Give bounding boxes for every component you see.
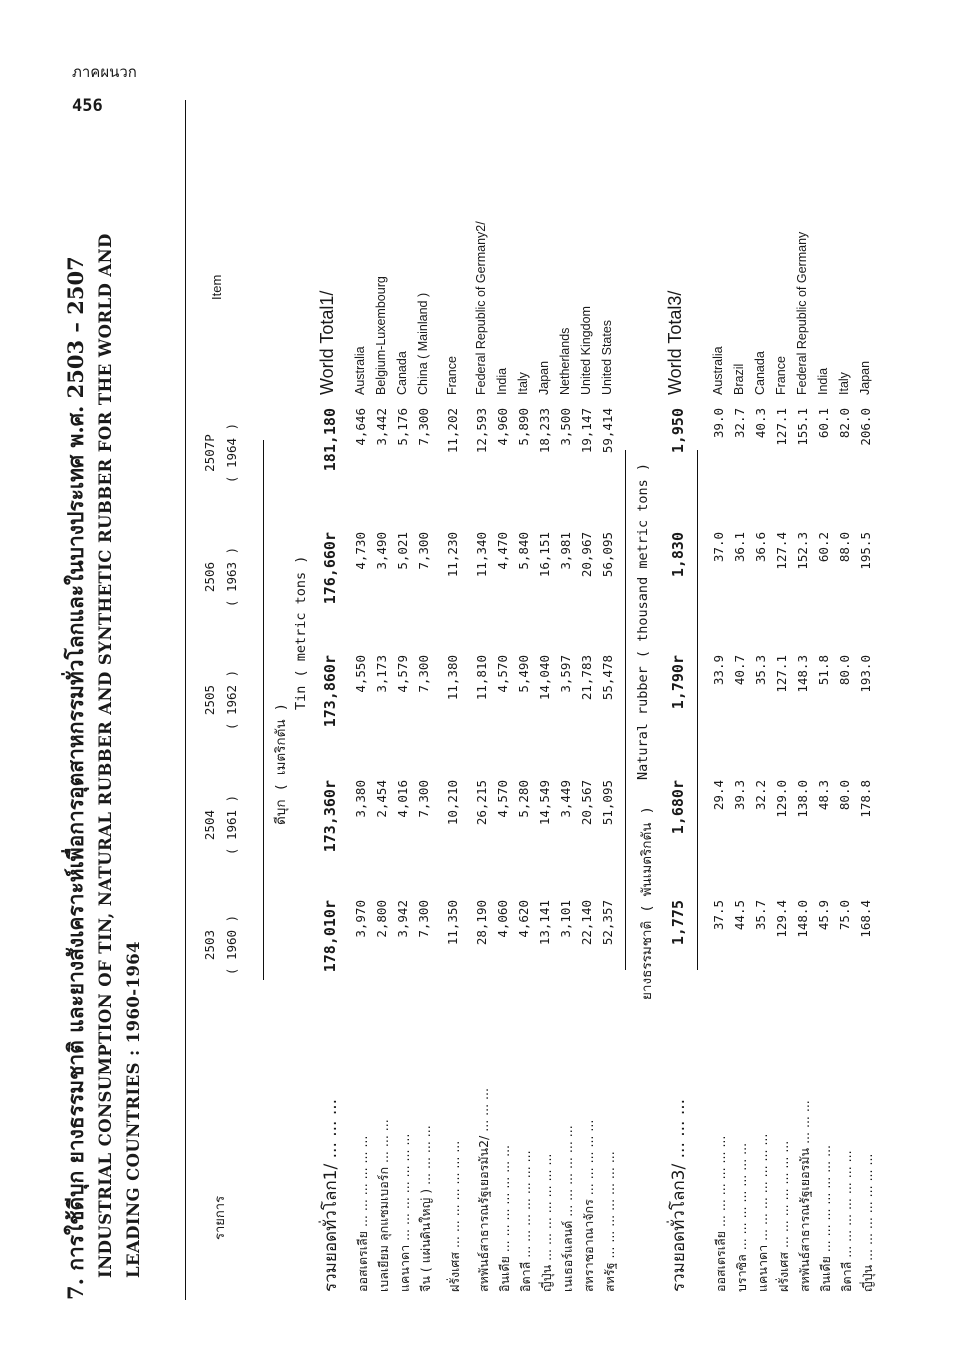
row-label-en: United States	[600, 319, 614, 395]
cell: 51.8	[816, 655, 831, 686]
row-label-en: France	[445, 356, 459, 395]
cell: 4,470	[495, 532, 510, 570]
cell: 206.0	[858, 408, 873, 446]
row-label-en: India	[816, 367, 830, 395]
cell: 3,101	[558, 900, 573, 938]
year-be: 2507P	[202, 434, 217, 472]
cell: 32.2	[753, 780, 768, 811]
cell: 4,570	[495, 780, 510, 818]
row-label-thai: สหพันธ์สาธารณรัฐเยอรมัน2/ ... ... ...	[476, 1088, 491, 1292]
tin-world-total-row	[317, 70, 343, 1300]
cell: 44.5	[732, 900, 747, 931]
cell: 2,800	[374, 900, 389, 938]
row-label-en: World Total3/	[665, 290, 685, 395]
page-number: 456	[72, 96, 103, 116]
row-label-thai: ออสเตรเลีย ... ... ... ... ... ...	[355, 1135, 370, 1292]
table-row	[730, 70, 752, 1300]
cell: 3,442	[374, 408, 389, 446]
table-row	[598, 70, 620, 1300]
cell: 11,202	[445, 408, 460, 454]
year-ad: ( 1964 )	[224, 422, 239, 484]
cell: 40.7	[732, 655, 747, 686]
cell: 3,981	[558, 532, 573, 570]
cell: 3,173	[374, 655, 389, 693]
row-label-en: Brazil	[732, 363, 746, 395]
year-ad: ( 1962 )	[224, 669, 239, 731]
row-label-thai: เบลเยียม ลุกแซมเบอร์ก ... ... ...	[376, 1119, 391, 1292]
rubber-unit-en: Natural rubber ( thousand metric tons )	[635, 463, 651, 780]
cell: 148.3	[795, 655, 810, 693]
row-label-en: Netherlands	[558, 327, 572, 395]
title-thai: 7. การใช้ดีบุก ยางธรรมชาติ และยางสังเคราะห์เพื่อการอุตสาหกรรมทั่วโลกและในบางประเทศ พ.ศ. 2503 – 2507	[63, 256, 88, 1300]
row-label-en: Australia	[711, 346, 725, 395]
table-title	[60, 100, 148, 1300]
cell: 16,151	[537, 532, 552, 578]
table-row	[835, 70, 857, 1300]
row-label-thai: อิตาลี ... ... ... ... ... ... ...	[839, 1150, 854, 1292]
cell: 4,620	[516, 900, 531, 938]
cell: 19,147	[579, 408, 594, 454]
cell: 88.0	[837, 532, 852, 563]
rubber-unit-thai: ยางธรรมชาติ ( พันเมตริกตัน )	[639, 806, 655, 1000]
year-be: 2503	[202, 929, 217, 961]
cell: 60.1	[816, 408, 831, 439]
title-english-line1: INDUSTRIAL CONSUMPTION OF TIN, NATURAL RUBBER AND SYNTHETIC RUBBER FOR THE WORLD AND	[96, 233, 115, 1278]
cell: 155.1	[795, 408, 810, 446]
year-ad: ( 1961 )	[224, 794, 239, 856]
row-label-thai: เนเธอร์แลนด์ ... ... ... ... ... ...	[560, 1125, 575, 1292]
cell: 4,016	[395, 780, 410, 818]
table-row	[535, 70, 557, 1300]
cell: 7,300	[416, 900, 431, 938]
cell: 168.4	[858, 900, 873, 938]
table-row	[493, 70, 515, 1300]
cell: 1,775	[669, 900, 687, 946]
table-row	[414, 70, 436, 1300]
cell: 56,095	[600, 532, 615, 578]
cell: 1,680r	[669, 780, 687, 835]
row-label-thai: อินเดีย ... ... ... ... ... ... ...	[818, 1144, 833, 1292]
row-label-thai: สหราชอาณาจักร ... ... ... ... ...	[581, 1119, 596, 1292]
cell: 28,190	[474, 900, 489, 946]
cell: 148.0	[795, 900, 810, 938]
cell: 12,593	[474, 408, 489, 454]
cell: 35.3	[753, 655, 768, 686]
cell: 3,597	[558, 655, 573, 693]
cell: 129.4	[774, 900, 789, 938]
cell: 173,360r	[321, 780, 339, 853]
col-header-1961	[199, 770, 243, 880]
cell: 40.3	[753, 408, 768, 439]
cell: 11,380	[445, 655, 460, 701]
cell: 2,454	[374, 780, 389, 818]
row-label-en: United Kingdom	[579, 306, 593, 395]
cell: 5,021	[395, 532, 410, 570]
row-label-thai: ฝรั่งเศส ... ... ... ... ... ... ...	[776, 1140, 791, 1292]
cell: 22,140	[579, 900, 594, 946]
cell: 75.0	[837, 900, 852, 931]
row-label-thai: แคนาดา ... ... ... ... ... ... ...	[755, 1133, 770, 1292]
cell: 33.9	[711, 655, 726, 686]
cell: 3,380	[353, 780, 368, 818]
cell: 3,970	[353, 900, 368, 938]
col-header-1963	[199, 522, 243, 632]
cell: 18,233	[537, 408, 552, 454]
cell: 173,860r	[321, 655, 339, 728]
cell: 5,840	[516, 532, 531, 570]
row-label-en: Australia	[353, 346, 367, 395]
table-row	[443, 70, 465, 1300]
tin-unit-en: Tin ( metric tons )	[293, 555, 309, 710]
table-row	[372, 70, 394, 1300]
cell: 138.0	[795, 780, 810, 818]
cell: 1,830	[669, 532, 687, 578]
cell: 36.1	[732, 532, 747, 563]
col-header-1962	[199, 645, 243, 755]
cell: 181,180	[321, 408, 339, 472]
row-label-en: China ( Mainland )	[416, 292, 430, 395]
row-label-thai: รวมยอดทั่วโลก3/ ... ... ...	[669, 1098, 689, 1292]
cell: 127.1	[774, 655, 789, 693]
cell: 10,210	[445, 780, 460, 826]
cell: 4,060	[495, 900, 510, 938]
cell: 39.0	[711, 408, 726, 439]
cell: 4,550	[353, 655, 368, 693]
cell: 45.9	[816, 900, 831, 931]
table-row	[577, 70, 599, 1300]
cell: 5,176	[395, 408, 410, 446]
year-be: 2504	[202, 809, 217, 841]
cell: 129.0	[774, 780, 789, 818]
tin-unit-thai: ดีบุก ( เมตริกตัน )	[273, 703, 289, 825]
year-be: 2506	[202, 561, 217, 593]
cell: 195.5	[858, 532, 873, 570]
row-label-en: Japan	[858, 360, 872, 395]
row-label-en: Italy	[516, 372, 530, 395]
year-ad: ( 1963 )	[224, 546, 239, 608]
row-label-thai: จีน ( แผ่นดินใหญ่ ) ... ... ... ...	[418, 1125, 433, 1292]
row-label-thai: ฝรั่งเศส ... ... ... ... ... ... ...	[447, 1140, 462, 1292]
cell: 14,040	[537, 655, 552, 701]
row-label-en: Canada	[753, 351, 767, 395]
cell: 7,300	[416, 655, 431, 693]
cell: 3,942	[395, 900, 410, 938]
cell: 5,490	[516, 655, 531, 693]
row-label-en: Japan	[537, 360, 551, 395]
cell: 60.2	[816, 532, 831, 563]
row-label-thai: อินเดีย ... ... ... ... ... ... ...	[497, 1144, 512, 1292]
cell: 1,950	[669, 408, 687, 454]
table-row	[514, 70, 536, 1300]
cell: 39.3	[732, 780, 747, 811]
cell: 11,340	[474, 532, 489, 578]
cell: 80.0	[837, 780, 852, 811]
cell: 4,960	[495, 408, 510, 446]
cell: 21,783	[579, 655, 594, 701]
cell: 127.4	[774, 532, 789, 570]
table-row	[556, 70, 578, 1300]
row-label-thai: ญี่ปุ่น ... ... ... ... ... ... ...	[539, 1153, 554, 1292]
col-header-item-thai: รายการ	[212, 1195, 227, 1240]
cell: 80.0	[837, 655, 852, 686]
cell: 59,414	[600, 408, 615, 454]
cell: 51,095	[600, 780, 615, 826]
table-row	[772, 70, 794, 1300]
row-label-en: Belgium-Luxembourg	[374, 276, 388, 395]
cell: 4,579	[395, 655, 410, 693]
col-header-1960	[199, 890, 243, 1000]
cell: 82.0	[837, 408, 852, 439]
row-label-thai: อิตาลี ... ... ... ... ... ... ...	[518, 1150, 533, 1292]
table-row	[393, 70, 415, 1300]
cell: 4,570	[495, 655, 510, 693]
row-label-thai: ญี่ปุ่น ... ... ... ... ... ... ...	[860, 1153, 875, 1292]
cell: 26,215	[474, 780, 489, 826]
section-rule	[625, 450, 626, 970]
cell: 11,350	[445, 900, 460, 946]
row-label-en: World Total1/	[317, 290, 337, 395]
row-label-en: Italy	[837, 372, 851, 395]
total-rule	[697, 450, 698, 970]
table-row	[814, 70, 836, 1300]
cell: 20,567	[579, 780, 594, 826]
title-english-line2: LEADING COUNTRIES : 1960-1964	[124, 941, 143, 1278]
rotated-table-page	[60, 70, 910, 1300]
table-row	[472, 70, 494, 1300]
table-row	[793, 70, 815, 1300]
cell: 37.0	[711, 532, 726, 563]
cell: 178.8	[858, 780, 873, 818]
row-label-en: India	[495, 367, 509, 395]
table-top-rule	[185, 100, 186, 1300]
cell: 32.7	[732, 408, 747, 439]
cell: 36.6	[753, 532, 768, 563]
cell: 5,890	[516, 408, 531, 446]
col-header-item-en: Item	[209, 274, 224, 300]
rubber-world-total-row	[665, 70, 691, 1300]
cell: 52,357	[600, 900, 615, 946]
cell: 55,478	[600, 655, 615, 701]
cell: 11,810	[474, 655, 489, 701]
cell: 48.3	[816, 780, 831, 811]
cell: 13,141	[537, 900, 552, 946]
row-label-en: Canada	[395, 351, 409, 395]
table-row	[856, 70, 878, 1300]
row-label-thai: รวมยอดทั่วโลก1/ ... ... ...	[321, 1098, 341, 1292]
cell: 37.5	[711, 900, 726, 931]
row-label-en: Federal Republic of Germany2/	[474, 221, 488, 395]
cell: 14,549	[537, 780, 552, 826]
table-row	[351, 70, 373, 1300]
row-label-thai: สหพันธ์สาธารณรัฐเยอรมัน ... ... ...	[797, 1100, 812, 1292]
cell: 7,300	[416, 532, 431, 570]
row-label-thai: บราซิล ... ... ... ... ... ... ...	[734, 1142, 749, 1292]
cell: 127.1	[774, 408, 789, 446]
cell: 4,646	[353, 408, 368, 446]
cell: 5,280	[516, 780, 531, 818]
cell: 4,730	[353, 532, 368, 570]
cell: 176,660r	[321, 532, 339, 605]
cell: 1,790r	[669, 655, 687, 710]
table-row	[751, 70, 773, 1300]
row-label-en: Federal Republic of Germany	[795, 231, 809, 395]
row-label-thai: ออสเตรเลีย ... ... ... ... ... ...	[713, 1135, 728, 1292]
cell: 7,300	[416, 780, 431, 818]
cell: 152.3	[795, 532, 810, 570]
cell: 193.0	[858, 655, 873, 693]
cell: 3,490	[374, 532, 389, 570]
row-label-thai: สหรัฐ ... ... ... ... ... ... ...	[602, 1151, 617, 1292]
cell: 29.4	[711, 780, 726, 811]
col-header-1964	[199, 398, 243, 508]
cell: 3,500	[558, 408, 573, 446]
cell: 35.7	[753, 900, 768, 931]
year-ad: ( 1960 )	[224, 914, 239, 976]
cell: 178,010r	[321, 900, 339, 973]
table-row	[709, 70, 731, 1300]
header-rule	[263, 440, 264, 980]
cell: 20,967	[579, 532, 594, 578]
cell: 3,449	[558, 780, 573, 818]
row-label-en: France	[774, 356, 788, 395]
year-be: 2505	[202, 684, 217, 716]
cell: 11,230	[445, 532, 460, 578]
row-label-thai: แคนาดา ... ... ... ... ... ... ...	[397, 1133, 412, 1292]
cell: 7,300	[416, 408, 431, 446]
section-label: ภาคผนวก	[72, 63, 137, 81]
